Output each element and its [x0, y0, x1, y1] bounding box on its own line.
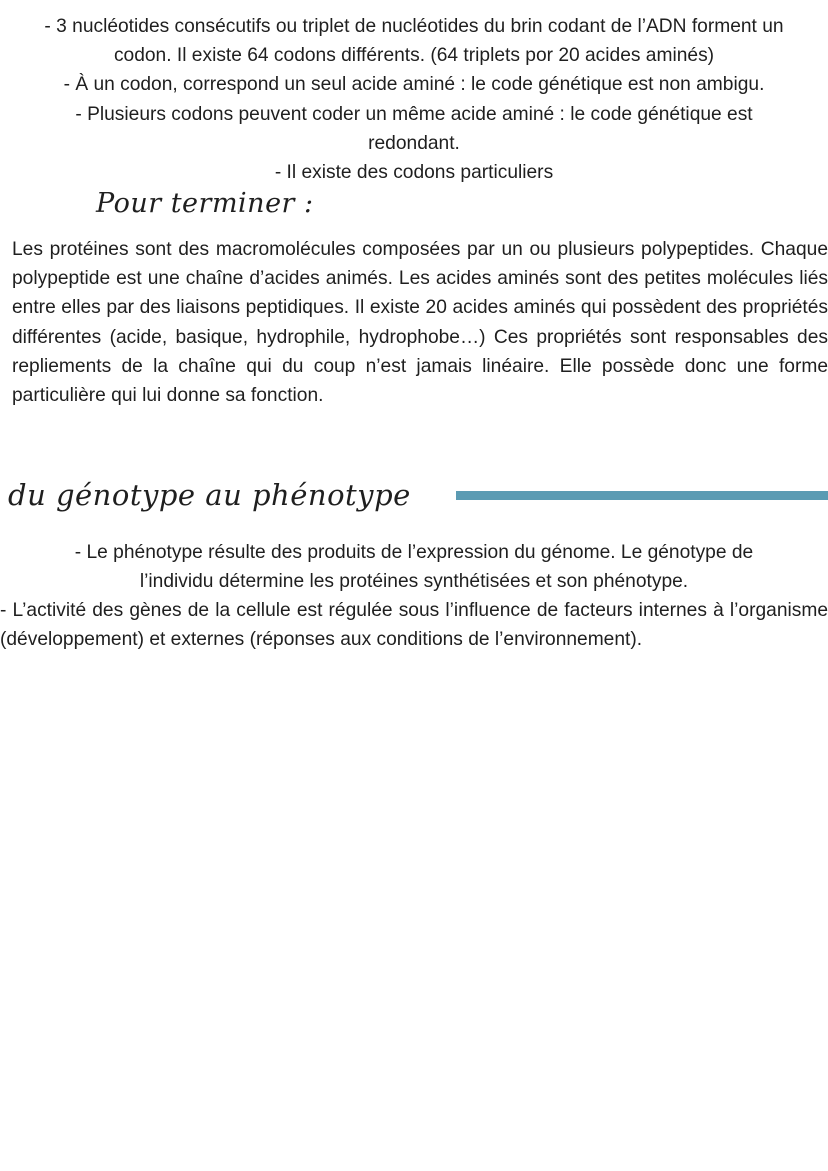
section-heading-conclusion: Pour terminer :	[96, 188, 314, 219]
intro-line: - Il existe des codons particuliers	[274, 162, 554, 184]
genotype-line: - Le phénotype résulte des produits de l’expression du génome. Le génotype de	[74, 542, 754, 563]
genotype-paragraph: - L’activité des gènes de la cellule est régulée sous l’influence de facteurs internes à l’organisme (développement) et externes (réponses aux conditions de l’environnement).	[0, 600, 828, 651]
intro-line: redondant.	[368, 132, 460, 154]
section-divider-bar	[456, 491, 828, 500]
section-heading-genotype: du génotype au phénotype	[8, 478, 411, 512]
genotype-line: l’individu détermine les protéines synthétisées et son phénotype.	[139, 571, 689, 593]
intro-line: - 3 nucléotides consécutifs ou triplet de nucléotides du brin codant de l’ADN forment un	[44, 16, 784, 37]
genotype-centered-block	[0, 538, 828, 596]
conclusion-paragraph: Les protéines sont des macromolécules composées par un ou plusieurs polypeptides. Chaque polypeptide est une chaîne d’acides animés. Les acides aminés sont des petites molécules liés entre elles par des liaisons peptidiques. Il existe 20 acides aminés qui possèdent des propriétés différentes (acide, basique, hydrophile, hydrophobe…) Ces propriétés sont responsables des repliements de la chaîne qui du coup n’est jamais linéaire. Elle possède donc une forme particulière qui lui donne sa fonction.	[12, 239, 828, 407]
intro-line: codon. Il existe 64 codons différents. (64 triplets por 20 acides aminés)	[113, 45, 715, 67]
intro-line: - Plusieurs codons peuvent coder un même acide aminé : le code génétique est	[75, 103, 753, 125]
intro-text-block	[0, 12, 828, 187]
intro-line: - À un codon, correspond un seul acide aminé : le code génétique est non ambigu.	[63, 74, 765, 96]
